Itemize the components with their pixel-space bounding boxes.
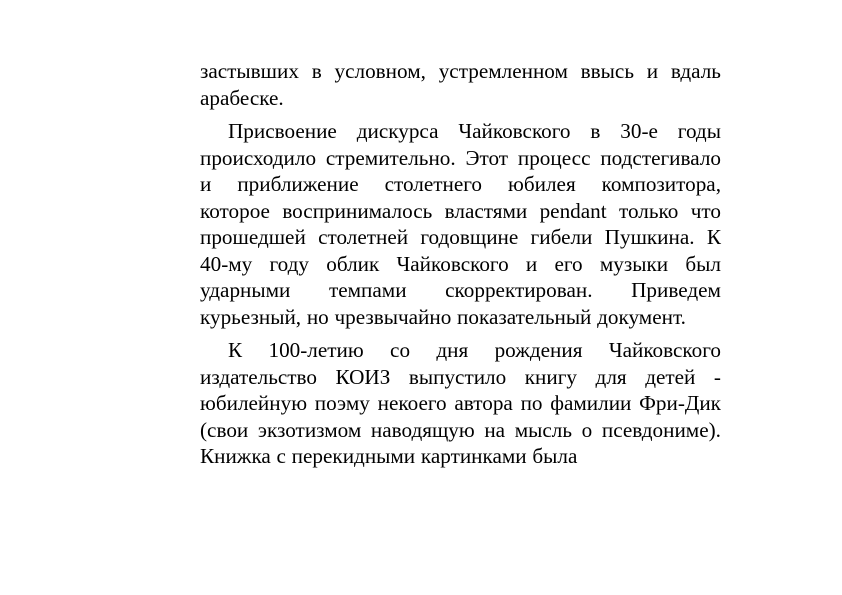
word: курьезный,	[200, 304, 302, 329]
word: Чайковского	[396, 251, 509, 276]
word: которое	[200, 198, 270, 223]
word: музыки	[599, 251, 669, 276]
word: скорректирован.	[445, 278, 593, 302]
word: темпами	[328, 278, 407, 302]
word: К	[706, 225, 721, 249]
word: -	[713, 364, 721, 389]
text-line	[200, 390, 721, 417]
word: году	[269, 251, 309, 276]
word: Книжка	[200, 444, 271, 468]
word: 100-летию	[268, 338, 364, 362]
word: (свои	[200, 417, 249, 442]
word: происходило	[200, 145, 317, 170]
text-line	[200, 277, 721, 304]
word: прошедшей	[200, 225, 306, 249]
body-text	[200, 58, 721, 470]
word: фамилии	[550, 391, 632, 415]
word: чрезвычайно	[334, 304, 452, 329]
word: ввысь	[580, 59, 634, 83]
word: перекидными	[291, 444, 416, 468]
text-line	[200, 198, 721, 225]
text-line	[200, 58, 721, 85]
word: была	[532, 444, 578, 468]
word: композитора,	[601, 172, 721, 196]
word: облик	[326, 251, 380, 276]
word: что	[690, 198, 721, 223]
word: 30-е	[620, 119, 658, 143]
word: юбилейную	[200, 391, 308, 415]
word: в	[590, 119, 601, 143]
text-line	[200, 85, 721, 112]
word: вдаль	[670, 59, 721, 83]
word: устремленном	[438, 59, 568, 83]
word: мысль	[514, 417, 573, 442]
word: Приведем	[631, 278, 721, 302]
word: процесс	[517, 145, 591, 170]
text-line	[200, 171, 721, 198]
word: о	[581, 417, 593, 442]
word: дискурса	[356, 119, 439, 143]
word: годовщине	[420, 225, 519, 249]
word: и	[525, 251, 538, 276]
text-line	[200, 417, 721, 444]
word: показательный	[457, 304, 592, 329]
word: для	[595, 364, 627, 389]
word: властями	[444, 198, 528, 223]
word: и	[200, 172, 212, 196]
word: условном,	[334, 59, 426, 83]
word: Пушкина.	[604, 225, 695, 249]
word: на	[484, 417, 506, 442]
word: Присвоение	[228, 119, 337, 143]
word: его	[554, 251, 583, 276]
word: автора	[454, 391, 513, 415]
word: книгу	[524, 364, 578, 389]
paragraph	[200, 337, 721, 470]
text-line	[200, 337, 721, 364]
paragraph	[200, 58, 721, 111]
word: с	[276, 444, 286, 468]
word: и	[646, 59, 659, 83]
word: детей	[645, 364, 696, 389]
text-line	[200, 118, 721, 145]
word: Чайковского	[458, 119, 571, 143]
word: выпустило	[408, 364, 507, 389]
word: подстегивало	[600, 145, 721, 170]
text-line	[200, 364, 721, 391]
word: столетнего	[384, 172, 483, 196]
word: 40-му	[200, 251, 253, 276]
word: юбилея	[508, 172, 576, 196]
word: со	[390, 338, 411, 362]
word: годы	[677, 119, 721, 143]
word: наводящую	[370, 417, 475, 442]
word: арабеске.	[200, 85, 284, 110]
paragraph	[200, 118, 721, 330]
word: гибели	[530, 225, 593, 249]
text-line	[200, 224, 721, 251]
word: некоего	[377, 391, 447, 415]
text-line	[200, 304, 721, 331]
word: Фри-Дик	[639, 391, 721, 415]
word: ударными	[200, 278, 291, 302]
word: дня	[436, 338, 469, 362]
word: в	[311, 59, 322, 83]
word: приближение	[237, 172, 359, 196]
word: документ.	[597, 304, 686, 329]
word: pendant	[539, 198, 607, 223]
word: стремительно.	[325, 145, 456, 170]
paragraph-gap	[200, 111, 721, 118]
word: был	[685, 251, 721, 276]
word: экзотизмом	[257, 417, 362, 442]
word: столетней	[318, 225, 409, 249]
word: застывших	[200, 59, 299, 83]
word: картинками	[420, 444, 527, 468]
paragraph-gap	[200, 330, 721, 337]
word: КОИЗ	[335, 364, 391, 389]
word: воспринималось	[282, 198, 433, 223]
word: рождения	[494, 338, 583, 362]
word: по	[520, 391, 543, 415]
word: К	[228, 338, 243, 362]
word: поэму	[314, 391, 370, 415]
word: но	[306, 304, 329, 329]
word: издательство	[200, 364, 317, 389]
word: псевдониме).	[601, 417, 721, 442]
text-line	[200, 443, 721, 470]
text-line	[200, 145, 721, 172]
word: Этот	[465, 145, 509, 170]
text-line	[200, 251, 721, 278]
word: только	[619, 198, 679, 223]
word: Чайковского	[608, 338, 721, 362]
